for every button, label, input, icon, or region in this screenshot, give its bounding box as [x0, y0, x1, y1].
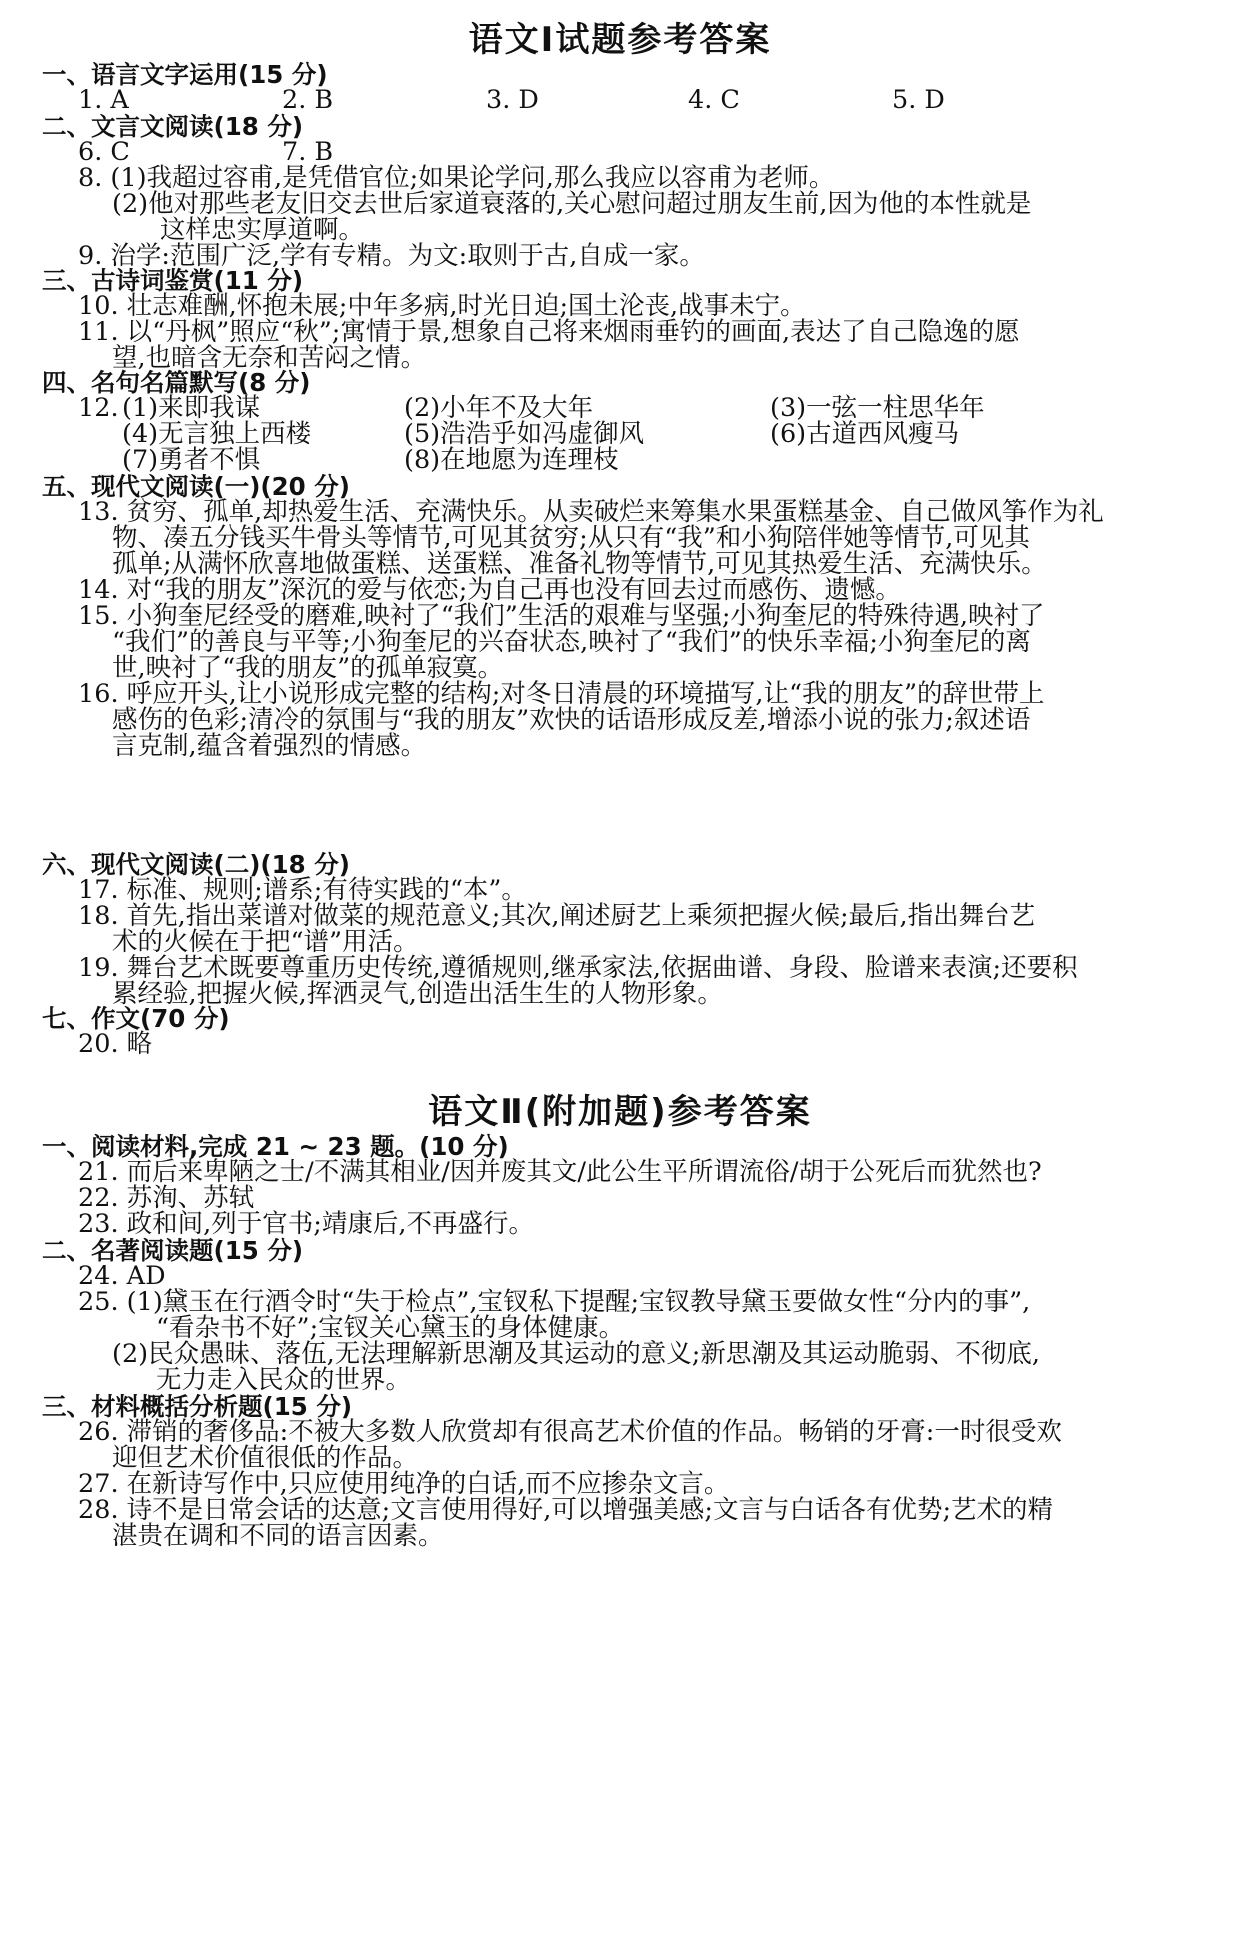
answer-28-cont: 湛贵在调和不同的语言因素。 [112, 1521, 444, 1551]
section-header-1: 一、语言文字运用(15 分) [42, 60, 328, 89]
answer-19: 19. 舞台艺术既要尊重历史传统,遵循规则,继承家法,依据曲谱、身段、脸谱来表演;还要积 [78, 953, 1078, 983]
answer-1: 1. A [78, 85, 129, 115]
answer-26-cont: 迎但艺术价值很低的作品。 [112, 1443, 419, 1473]
answer-12-2: (2)小年不及大年 [404, 393, 594, 423]
answer-6: 6. C [78, 137, 130, 167]
answer-15-cont-1: “我们”的善良与平等;小狗奎尼的兴奋状态,映衬了“我们”的快乐幸福;小狗奎尼的离 [112, 627, 1031, 657]
answer-25-1-cont: “看杂书不好”;宝钗关心黛玉的身体健康。 [156, 1313, 625, 1343]
answer-12-1: (1)来即我谋 [122, 393, 261, 423]
answer-17: 17. 标准、规则;谱系;有待实践的“本”。 [78, 875, 527, 905]
answer-8-2: (2)他对那些老友旧交去世后家道衰落的,关心慰问超过朋友生前,因为他的本性就是 [112, 189, 1032, 219]
answer-18-cont: 术的火候在于把“谱”用活。 [112, 927, 419, 957]
page-title-1: 语文Ⅰ试题参考答案 [468, 20, 772, 60]
answer-12-4: (4)无言独上西楼 [122, 419, 312, 449]
answer-24: 24. AD [78, 1261, 166, 1291]
answer-11: 11. 以“丹枫”照应“秋”;寓情于景,想象自己将来烟雨垂钓的画面,表达了自己隐逸的愿 [78, 317, 1020, 347]
page-title-2: 语文Ⅱ(附加题)参考答案 [428, 1092, 812, 1132]
answer-16-cont-1: 感伤的色彩;清冷的氛围与“我的朋友”欢快的话语形成反差,增添小说的张力;叙述语 [112, 705, 1031, 735]
answer-12-label: 12. [78, 393, 119, 423]
answer-16: 16. 呼应开头,让小说形成完整的结构;对冬日清晨的环境描写,让“我的朋友”的辞世带上 [78, 679, 1045, 709]
answer-12-5: (5)浩浩乎如冯虚御风 [404, 419, 645, 449]
answer-8-1: 8. (1)我超过容甫,是凭借官位;如果论学问,那么我应以容甫为老师。 [78, 163, 835, 193]
section-header-5: 五、现代文阅读(一)(20 分) [42, 472, 350, 501]
answer-15-cont-2: 世,映衬了“我的朋友”的孤单寂寞。 [112, 653, 504, 683]
answer-11-cont: 望,也暗含无奈和苦闷之情。 [112, 343, 427, 373]
answer-12-6: (6)古道西风瘦马 [770, 419, 960, 449]
answer-25-2-cont: 无力走入民众的世界。 [156, 1365, 412, 1395]
section-header-p2-2: 二、名著阅读题(15 分) [42, 1236, 304, 1265]
answer-23: 23. 政和间,列于官书;靖康后,不再盛行。 [78, 1209, 534, 1239]
answer-12-8: (8)在地愿为连理枝 [404, 445, 619, 475]
answer-8-2-cont: 这样忠实厚道啊。 [160, 215, 365, 245]
answer-21: 21. 而后来卑陋之士/不满其相业/因并废其文/此公生平所谓流俗/胡于公死后而犹然也? [78, 1157, 1042, 1187]
answer-18: 18. 首先,指出菜谱对做菜的规范意义;其次,阐述厨艺上乘须把握火候;最后,指出舞台艺 [78, 901, 1036, 931]
answer-22: 22. 苏洵、苏轼 [78, 1183, 255, 1213]
section-header-4: 四、名句名篇默写(8 分) [42, 368, 311, 397]
answer-3: 3. D [486, 85, 539, 115]
section-header-p2-3: 三、材料概括分析题(15 分) [42, 1392, 353, 1421]
answer-13-cont-1: 物、凑五分钱买牛骨头等情节,可见其贫穷;从只有“我”和小狗陪伴她等情节,可见其 [112, 523, 1030, 553]
answer-9: 9. 治学:范围广泛,学有专精。为文:取则于古,自成一家。 [78, 241, 705, 271]
answer-5: 5. D [892, 85, 945, 115]
answer-15: 15. 小狗奎尼经受的磨难,映衬了“我们”生活的艰难与坚强;小狗奎尼的特殊待遇,映衬了 [78, 601, 1045, 631]
section-header-p2-1: 一、阅读材料,完成 21 ~ 23 题。(10 分) [42, 1132, 509, 1161]
answer-16-cont-2: 言克制,蕴含着强烈的情感。 [112, 731, 427, 761]
answer-7: 7. B [282, 137, 334, 167]
answer-26: 26. 滞销的奢侈品:不被大多数人欣赏却有很高艺术价值的作品。畅销的牙膏:一时很受欢 [78, 1417, 1062, 1447]
answer-25-1: 25. (1)黛玉在行酒令时“失于检点”,宝钗私下提醒;宝钗教导黛玉要做女性“分内的事”, [78, 1287, 1031, 1317]
section-header-6: 六、现代文阅读(二)(18 分) [42, 850, 350, 879]
answer-12-3: (3)一弦一柱思华年 [770, 393, 985, 423]
answer-25-2: (2)民众愚昧、落伍,无法理解新思潮及其运动的意义;新思潮及其运动脆弱、不彻底, [112, 1339, 1040, 1369]
answer-13-cont-2: 孤单;从满怀欣喜地做蛋糕、送蛋糕、准备礼物等情节,可见其热爱生活、充满快乐。 [112, 549, 1047, 579]
answer-13: 13. 贫穷、孤单,却热爱生活、充满快乐。从卖破烂来筹集水果蛋糕基金、自己做风筝作为礼 [78, 497, 1104, 527]
answer-19-cont: 累经验,把握火候,挥洒灵气,创造出活生生的人物形象。 [112, 979, 723, 1009]
answer-2: 2. B [282, 85, 334, 115]
section-header-3: 三、古诗词鉴赏(11 分) [42, 266, 304, 295]
answer-12-7: (7)勇者不惧 [122, 445, 261, 475]
answer-27: 27. 在新诗写作中,只应使用纯净的白话,而不应掺杂文言。 [78, 1469, 730, 1499]
section-header-2: 二、文言文阅读(18 分) [42, 112, 304, 141]
answer-10: 10. 壮志难酬,怀抱未展;中年多病,时光日迫;国土沦丧,战事未宁。 [78, 291, 806, 321]
section-header-7: 七、作文(70 分) [42, 1004, 230, 1033]
answer-28: 28. 诗不是日常会话的达意;文言使用得好,可以增强美感;文言与白话各有优势;艺术的精 [78, 1495, 1054, 1525]
answer-4: 4. C [688, 85, 740, 115]
answer-20: 20. 略 [78, 1029, 153, 1059]
answer-14: 14. 对“我的朋友”深沉的爱与依恋;为自己再也没有回去过而感伤、遗憾。 [78, 575, 901, 605]
